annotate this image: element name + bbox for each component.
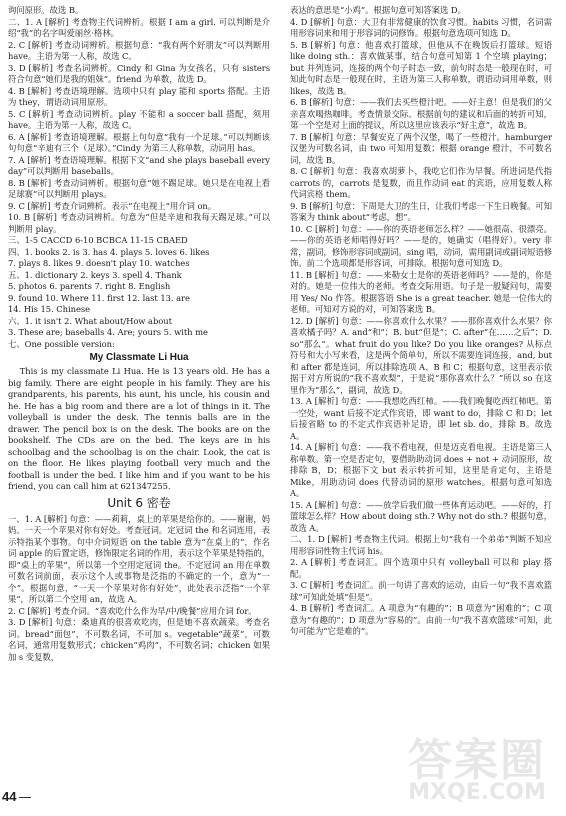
answer-item: 3. C [解析] 考查词汇。前一句讲了喜欢的运动，由后一句“我不喜欢篮球”可知此处填“但是”。 bbox=[290, 580, 552, 602]
answer-list-right bbox=[290, 5, 552, 638]
answer-item: 询问原形。故选 B。 bbox=[8, 5, 84, 15]
answer-item: 7. B [解析] 句意：早餐安克了两个汉堡，喝了一些橙汁。hamburger 汉堡为可数名词，由 two 可知用复数；根据 orange 橙汁，不可数名词，故选 B。 bbox=[290, 131, 552, 165]
answer-item: 5. photos 6. parents 7. right 8. English bbox=[8, 281, 171, 291]
left-column bbox=[8, 5, 270, 663]
essay-body: This is my classmate Li Hua. He is 13 years old. He has a big family. There are eight people in his family. They are his grandparents, his parents, his aunt, his uncle, his cousin and he. He has a big room and there are a lot of things in it. The volleyball is under the desk. The tennis balls are in the drawer. The pencil box is on the desk. The books are on the bookshelf. The CDs are on the bed. The keys are in his schoolbag and the schoolbag is on the chair. Look, the cat is on the floor. He likes playing football very much and the football is under the bed. I like him and if you want to be his friend, you can call him at 621347255. bbox=[8, 366, 270, 491]
answer-list-left bbox=[8, 5, 270, 350]
answer-item: 6. B [解析] 句意：——我们去买些橙汁吧。——好主意！但是我们的父亲喜欢喝热咖啡。考查情景交际。根据前句的建议和后面的转折可知，第一个空是对上面的提议，所以这里应该表示“好主意”，故选 B。 bbox=[290, 97, 552, 130]
answer-item: 11. B [解析] 句意：——来勒女士是你的英语老师吗？——是的，你是对的。她是一位伟大的老师。考查交际用语。句子是一般疑问句，需要用 Yes/ No 作答。根据答语 She is a great teacher. 她是一位伟大的老师。可知对方说的对，可知答案选 B。 bbox=[290, 269, 552, 314]
answer-item: 10. B [解析] 考查动词辨析。句意为“但是辛迪和我每天踢足球。”可以判断用 play。 bbox=[8, 212, 270, 234]
answer-item: 表达的意思是“小鸡”。根据句意可知答案选 D。 bbox=[290, 5, 466, 15]
answer-item: 9. found 10. Where 11. first 12. last 13. are bbox=[8, 292, 190, 303]
answer-item: 2. A [解析] 考查词汇。四个选项中只有 volleyball 可以和 play 搭配。 bbox=[290, 557, 552, 579]
answer-item: 3. D [解析] 句意：桑迪真的很喜欢吃肉，但是她不喜欢蔬菜。考查名词。bread“面包”，不可数名词，不可加 s。vegetable“蔬菜”，可数名词，通常用复数形式；chicken“鸡肉”，不可数名词；chicken 如果加 s 变复数， bbox=[8, 617, 270, 662]
answer-item: 15. A [解析] 句意：——放学后我们做一些体育运动吧。——好的，打篮球怎么样？How about doing sth.? Why not do sth.? 根据句意，故选 A。 bbox=[290, 499, 552, 533]
answer-item: 七、One possible version: bbox=[8, 338, 115, 349]
essay-title: My Classmate Li Hua bbox=[89, 352, 189, 363]
answer-item: 14. His 15. Chinese bbox=[8, 304, 91, 314]
answer-item: 10. C [解析] 句意：——你的英语老师怎么样？——她很高、很漂亮。——你的英语老师唱得好吗？——是的，她确实（唱得好）。very 非常，副词，修饰形容词或副词。sing 唱，动词，需用副词或副词短语修饰。前二个选项都是形容词，可排除。根据句意可知选 D。 bbox=[290, 223, 552, 268]
answer-item: 4. D [解析] 句意：大卫有非常健康的饮食习惯。habits 习惯，名词需用形容词来和用于形容词的词修饰。根据句意选项可知选 D。 bbox=[290, 16, 552, 38]
answer-item: 一、1. A [解析] 句意：——莉莉，桌上的苹果是给你的。——谢谢，妈妈。一天一个苹果对你有好处。考查冠词。定冠词 the 和名词连用，表示特指某个事物。句中介词短语 on the table 意为“在桌上的”，作名词 apple 的后置定语，修饰限定名词的作用，表示这个苹果是特指的，即“桌上的苹果”，所以第一个空用定冠词 the。不定冠词 an 用在单数可数名词前面，表示这个人或事物是泛指的不确定的一个，意为“一个”。根据句意，“一天一个苹果对你有好处”，此处表示泛指“一个苹果”，所以第二个空用 an，故选 A。 bbox=[8, 513, 270, 604]
answer-item: 8. C [解析] 句意：我喜欢胡萝卜，我吃它们作为早餐。所进词是代指 carrots 的，carrots 是复数，而且作动词 eat 的宾语，应用复数人称代词宾格 them。 bbox=[290, 166, 552, 199]
answer-item: 7. plays 8. likes 9. doesn't play 10. watches bbox=[8, 258, 190, 268]
answer-item: 五、1. dictionary 2. keys 3. spell 4. Thank bbox=[8, 269, 182, 280]
answer-item: 三、1-5 CACCD 6-10 BCBCA 11-15 CBAED bbox=[8, 235, 188, 245]
right-column bbox=[290, 5, 552, 638]
answer-item: 6. A [解析] 考查语境理解。根据上句句意“我有一个足球。”可以判断该句句意“辛迪有三个（足球）。”Cindy 为第三人称单数，动词用 has。 bbox=[8, 131, 270, 153]
answer-item: 4. B [解析] 考查语境理解。选项中只有 play 能和 sports 搭配。主语为 they，谓语动词用原形。 bbox=[8, 85, 270, 107]
answer-item: 4. B [解析] 考查词汇。A 项意为“有趣的”；B 项意为“困难的”；C 项意为“有趣的”；D 项意为“容易的”。由前一句“我不喜欢篮球”可知，此句可能为“它是难的”。 bbox=[290, 603, 552, 636]
answer-list-unit bbox=[8, 514, 270, 664]
answer-item: 9. B [解析] 句意：下周是大卫的生日，让我们考虑一下生日晚餐。可知答案为 think about“考虑，想”。 bbox=[290, 200, 552, 222]
answer-item: 14. A [解析] 句意：——我不看电视，但是迈克看电视。主语是第三人称单数。第一空是否定句，要借助助动词 does + not + 动词原形，故排除 B，D；根据下文 but 表示转折可知，这里是肯定句，主语是 Mike，用助动词 does 代替动词的原形 watches。根据句意可知选 A。 bbox=[290, 442, 552, 498]
page-number-dash bbox=[19, 797, 31, 798]
answer-item: 六、1. it isn't 2. What about/How about bbox=[8, 315, 172, 326]
answer-item: 7. A [解析] 考查语境理解。根据下文“and she plays baseball every day”可以判断用 baseballs。 bbox=[8, 154, 270, 176]
answer-item: 13. A [解析] 句意：——我想吃西红柿。——我们晚餐吃西红柿吧。第一空处，want 后接不定式作宾语，即 want to do，排除 C 和 D；let 后接省略 to 的不定式作宾语补足语，即 let sb. do，排除 B。故选 A。 bbox=[290, 396, 552, 441]
answer-item: 二、1. D [解析] 考查物主代词。根据上句“我有一个弟弟”判断不知应用形容词性物主代词 his。 bbox=[290, 534, 552, 556]
answer-item: 二、1. A [解析] 考查物主代词辨析。根据 I am a girl. 可以判断是介绍“我”的名字叫爱丽丝·格林。 bbox=[8, 16, 270, 38]
answer-item: 四、1. books 2. is 3. has 4. plays 5. loves 6. likes bbox=[8, 246, 210, 257]
answer-item: 3. D [解析] 考查名词辨析。Cindy 和 Gina 为女孩名，只有 sisters 符合句意“她们是我的姐妹”。friend 为单数，故选 D。 bbox=[8, 62, 270, 84]
answer-item: 5. B [解析] 句意：他喜欢打篮球，但他从不在晚饭后打篮球。短语 like doing sth.：喜欢做某事，结合句意可知第 1 个空填 playing；but 并列连词，连接的两个句子时态一致，前句时态是一般现在时，可知此句时态是一般现在时，主语为第三人称单数，谓语动词用单数，则 likes，故选 B。 bbox=[290, 39, 552, 96]
page-number-text: 44 bbox=[2, 789, 17, 804]
answer-item: 9. C [解析] 考查介词辨析。表示“在电视上”用介词 on。 bbox=[8, 200, 217, 211]
page-number bbox=[2, 789, 31, 804]
watermark-text: 答案圈 bbox=[408, 735, 546, 786]
answer-item: 5. C [解析] 考查动词辨析。play 不能和 a soccer ball 搭配，须用 have。主语为第一人称，故选 C。 bbox=[8, 108, 270, 130]
answer-item: 2. C [解析] 考查介词。“喜欢吃什么作为早/中/晚餐”应用介词 for。 bbox=[8, 605, 257, 616]
answer-item: 2. C [解析] 考查动词辨析。根据句意：“我有两个好朋友”可以判断用 have。主语为第一人称，故选 C。 bbox=[8, 39, 270, 61]
unit-title: Unit 6 密卷 bbox=[107, 495, 171, 510]
answer-item: 3. These are; baseballs 4. Are; yours 5. with me bbox=[8, 327, 208, 337]
answer-item: 12. D [解析] 句意：——你喜欢什么水果？——那你喜欢什么水果？你喜欢橘子吗？A. and“和”；B. but“但是”；C. after“在……之后”；D. so“那么”。what fruit do you like? Do you like oranges? 从标点符号和大小写来看，这是两个简单句，所以不需要连词连接，and, but 和 after 都是连词，所以排除选项 A、B 和 C；根据句意，这里表示依据于对方所说的“我不喜欢梨”，于是说“那你喜欢什么？”所以 so 在这里作为“那么”，副词，故选 D。 bbox=[290, 315, 552, 395]
answer-item: 8. B [解析] 考查动词辨析。根据句意“她不踢足球。她只是在电视上看足球赛”可以判断用 plays。 bbox=[8, 177, 270, 199]
watermark-logo bbox=[402, 720, 552, 810]
watermark-url: MXQE.COM bbox=[408, 780, 546, 805]
